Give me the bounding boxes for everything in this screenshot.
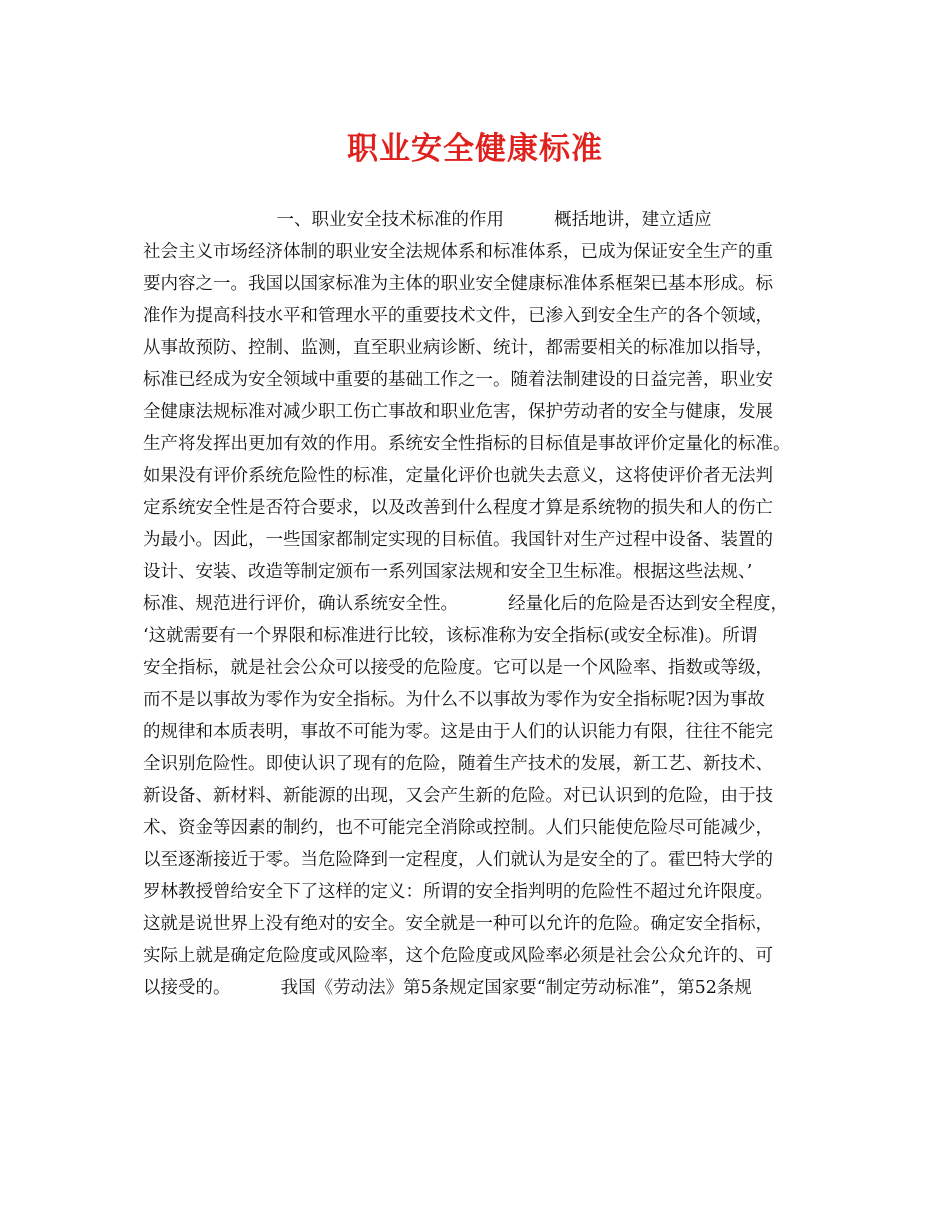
text-line: 全健康法规标准对减少职工伤亡事故和职业危害，保护劳动者的安全与健康，发展 xyxy=(143,402,773,422)
text-line: 全识别危险性。即使认识了现有的危险，随着生产技术的发展，新工艺、新技术、 xyxy=(143,754,773,774)
text-line: 标准已经成为安全领域中重要的基础工作之一。随着法制建设的日益完善，职业安 xyxy=(143,370,773,390)
text-line: 生产将发挥出更加有效的作用。系统安全性指标的目标值是事故评价定量化的标准。 xyxy=(143,434,791,454)
text-line: 准作为提高科技水平和管理水平的重要技术文件，已渗入到安全生产的各个领域， xyxy=(143,306,773,326)
text-line: 的规律和本质表明，事故不可能为零。这是由于人们的认识能力有限，往往不能完 xyxy=(143,722,773,742)
text-line: 实际上就是确定危险度或风险率，这个危险度或风险率必须是社会公众允许的、可 xyxy=(143,946,773,966)
text-line: 标准、规范进行评价，确认系统安全性。 经量化后的危险是否达到安全程度， xyxy=(143,594,789,614)
text-line: 如果没有评价系统危险性的标准，定量化评价也就失去意义，这将使评价者无法判 xyxy=(143,466,773,486)
text-line: 要内容之一。我国以国家标准为主体的职业安全健康标准体系框架已基本形成。标 xyxy=(143,274,773,294)
text-line: 而不是以事故为零作为安全指标。为什么不以事故为零作为安全指标呢?因为事故 xyxy=(143,690,765,710)
text-line: 安全指标，就是社会公众可以接受的危险度。它可以是一个风险率、指数或等级， xyxy=(143,658,773,678)
text-line: 为最小。因此，一些国家都制定实现的目标值。我国针对生产过程中设备、装置的 xyxy=(143,530,773,550)
text-line: 设计、安装、改造等制定颁布一系列国家法规和安全卫生标准。根据这些法规、’ xyxy=(143,562,753,582)
text-line: 社会主义市场经济体制的职业安全法规体系和标准体系，已成为保证安全生产的重 xyxy=(143,242,773,262)
text-line: 一、职业安全技术标准的作用 概括地讲，建立适应 xyxy=(143,210,712,230)
document-body xyxy=(143,204,833,1004)
text-line: 这就是说世界上没有绝对的安全。安全就是一种可以允许的危险。确定安全指标， xyxy=(143,914,773,934)
text-line: 定系统安全性是否符合要求，以及改善到什么程度才算是系统物的损失和人的伤亡 xyxy=(143,498,773,518)
text-line: 新设备、新材料、新能源的出现，又会产生新的危险。对已认识到的危险，由于技 xyxy=(143,786,773,806)
text-line: 以接受的。 我国《劳动法》第5条规定国家要“制定劳动标准”，第52条规 xyxy=(143,978,752,998)
text-line: 术、资金等因素的制约，也不可能完全消除或控制。人们只能使危险尽可能减少， xyxy=(143,818,773,838)
text-line: 从事故预防、控制、监测，直至职业病诊断、统计，都需要相关的标准加以指导， xyxy=(143,338,773,358)
document-title: 职业安全健康标准 xyxy=(347,131,603,167)
text-line: 罗林教授曾给安全下了这样的定义：所谓的安全指判明的危险性不超过允许限度。 xyxy=(143,882,773,902)
text-line: ‘这就需要有一个界限和标准进行比较，该标准称为安全指标(或安全标准)。所谓 xyxy=(143,626,758,646)
text-line: 以至逐渐接近于零。当危险降到一定程度，人们就认为是安全的了。霍巴特大学的 xyxy=(143,850,773,870)
